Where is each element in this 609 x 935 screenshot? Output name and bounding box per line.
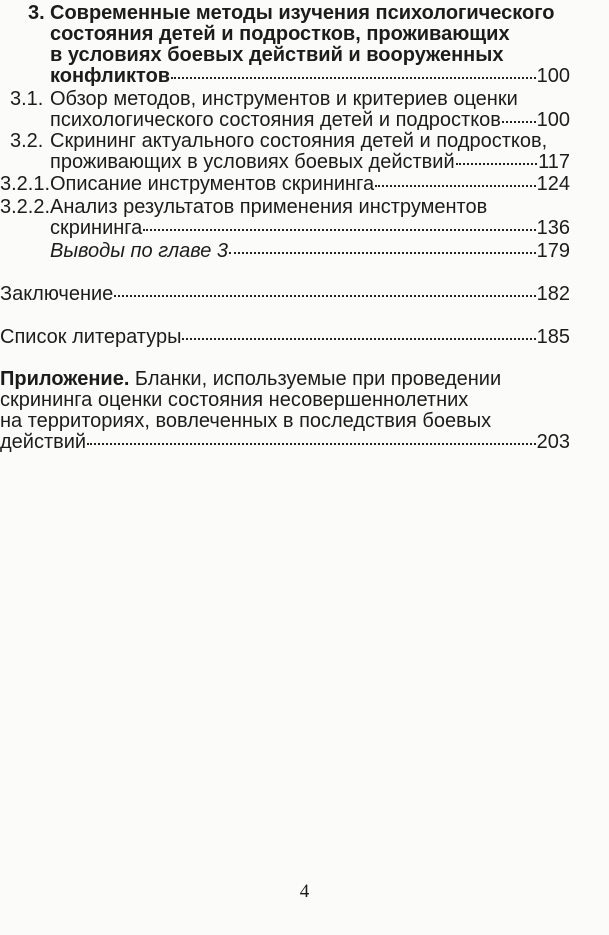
toc-leader-line: [50, 241, 570, 262]
toc-number: 3.2.1.: [0, 173, 51, 195]
toc-page-number: 136: [536, 217, 570, 239]
dot-leader: [456, 163, 537, 165]
appendix-title-start: Бланки, используемые при проведении: [129, 368, 502, 390]
toc-entry-3-2-2: [0, 197, 570, 239]
toc-line: [0, 369, 570, 390]
toc-page-number: 185: [536, 326, 570, 348]
dot-leader: [114, 295, 535, 297]
toc-page-number: 124: [536, 173, 570, 195]
toc-line: Анализ результатов применения инструментов: [50, 196, 488, 218]
toc-leader-line: [50, 152, 570, 173]
toc-line: на территориях, вовлеченных в последствия боевых: [0, 410, 492, 432]
toc-page-number: 203: [536, 431, 570, 453]
toc-page-number: 117: [538, 151, 570, 173]
toc-line: Обзор методов, инструментов и критериев оценки: [50, 88, 518, 110]
toc-line: Описание инструментов скрининга: [50, 173, 375, 195]
toc-line: проживающих в условиях боевых действий: [50, 151, 455, 173]
toc-line: действий: [0, 431, 87, 453]
toc-leader-line: [50, 174, 570, 195]
toc-entry-references: [0, 327, 570, 348]
dot-leader: [182, 338, 535, 340]
toc-leader-line: [0, 327, 570, 348]
toc-entry-conclusion: [0, 284, 570, 305]
appendix-label: Приложение.: [0, 368, 130, 390]
toc-entry-appendix: [0, 369, 570, 453]
toc-entry-3-2: [10, 131, 570, 173]
toc-line: скрининга оценки состояния несовершеннолетних: [0, 389, 469, 411]
dot-leader: [502, 121, 536, 123]
toc-leader-line: [0, 432, 570, 453]
toc-line: Выводы по главе 3: [50, 240, 229, 262]
toc-number: 3.1.: [10, 88, 44, 110]
toc-entry-chapter-3-conclusions: [50, 241, 570, 262]
toc-line: Скрининг актуального состояния детей и подростков,: [50, 130, 548, 152]
toc-leader-line: [50, 110, 570, 131]
toc-line: Заключение: [0, 283, 114, 305]
toc-entry-3-1: [10, 89, 570, 131]
toc-line: Список литературы: [0, 326, 182, 348]
toc-line: психологического состояния детей и подростков: [50, 109, 501, 131]
toc-page-number: 100: [536, 65, 570, 87]
toc-leader-line: [50, 66, 570, 87]
toc-number: 3.2.: [10, 130, 44, 152]
dot-leader: [143, 229, 535, 231]
toc-leader-line: [0, 284, 570, 305]
toc-number: 3.: [28, 2, 45, 24]
dot-leader: [171, 77, 536, 79]
toc-page-number: 179: [536, 240, 570, 262]
dot-leader: [229, 252, 536, 254]
toc-line: состояния детей и подростков, проживающих: [50, 23, 510, 45]
dot-leader: [375, 185, 536, 187]
toc-entry-chapter-3: [28, 3, 570, 87]
toc-line: Современные методы изучения психологического: [50, 2, 555, 24]
page-number: 4: [299, 881, 310, 902]
toc-line: в условиях боевых действий и вооруженных: [50, 44, 504, 66]
toc-line: конфликтов: [50, 65, 171, 87]
dot-leader: [87, 443, 536, 445]
toc-line: скрининга: [50, 217, 143, 239]
toc-number: 3.2.2.: [0, 196, 51, 218]
toc-page-number: 100: [536, 109, 570, 131]
toc-page-number: 182: [536, 283, 570, 305]
toc-entry-3-2-1: [0, 174, 570, 195]
toc-leader-line: [50, 218, 570, 239]
